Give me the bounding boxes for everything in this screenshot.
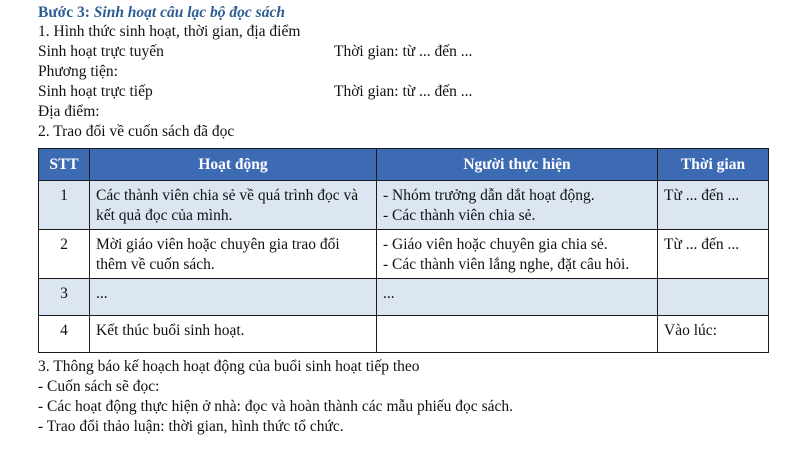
offline-label: Sinh hoạt trực tiếp xyxy=(38,83,153,100)
table-row xyxy=(39,279,769,316)
online-label: Sinh hoạt trực tuyến xyxy=(38,43,164,60)
section2-heading: 2. Trao đổi về cuốn sách đã đọc xyxy=(38,123,235,140)
online-time: Thời gian: từ ... đến ... xyxy=(334,43,473,60)
table-header-row xyxy=(39,149,769,181)
performer-line: ... xyxy=(383,285,395,302)
performer-line: - Các thành viên lắng nghe, đặt câu hỏi. xyxy=(383,256,630,273)
cell-performer xyxy=(377,181,658,230)
step-title: Sinh hoạt câu lạc bộ đọc sách xyxy=(93,4,285,21)
cell-stt: 1 xyxy=(39,181,90,230)
cell-performer xyxy=(377,316,658,353)
list-item: - Cuốn sách sẽ đọc: xyxy=(38,378,160,395)
cell-stt: 3 xyxy=(39,279,90,316)
list-item: - Trao đổi thảo luận: thời gian, hình thức tổ chức. xyxy=(38,418,344,435)
cell-performer xyxy=(377,230,658,279)
section1-heading: 1. Hình thức sinh hoạt, thời gian, địa điểm xyxy=(38,23,301,40)
cell-activity: Kết thúc buổi sinh hoạt. xyxy=(90,316,377,353)
activity-table xyxy=(38,148,769,353)
header-stt: STT xyxy=(39,149,90,181)
cell-time: Vào lúc: xyxy=(658,316,769,353)
cell-stt: 2 xyxy=(39,230,90,279)
cell-activity: Các thành viên chia sẻ về quá trình đọc và kết quả đọc của mình. xyxy=(90,181,377,230)
cell-performer xyxy=(377,279,658,316)
cell-activity: ... xyxy=(90,279,377,316)
place-label: Địa điểm: xyxy=(38,103,100,120)
step-heading xyxy=(38,4,768,22)
means-label: Phương tiện: xyxy=(38,63,118,80)
offline-row xyxy=(38,82,768,102)
performer-line: - Giáo viên hoặc chuyên gia chia sẻ. xyxy=(383,236,608,253)
step-label: Bước 3: xyxy=(38,4,90,21)
performer-line: - Nhóm trưởng dẫn dắt hoạt động. xyxy=(383,187,595,204)
list-item: - Các hoạt động thực hiện ở nhà: đọc và hoàn thành các mẫu phiếu đọc sách. xyxy=(38,398,513,415)
online-row xyxy=(38,42,768,62)
cell-time: Từ ... đến ... xyxy=(658,230,769,279)
header-performer: Người thực hiện xyxy=(377,149,658,181)
section3-heading: 3. Thông báo kế hoạch hoạt động của buổi sinh hoạt tiếp theo xyxy=(38,358,420,375)
cell-time: Từ ... đến ... xyxy=(658,181,769,230)
header-time: Thời gian xyxy=(658,149,769,181)
document-page xyxy=(38,4,768,437)
table-row xyxy=(39,181,769,230)
cell-stt: 4 xyxy=(39,316,90,353)
table-row xyxy=(39,316,769,353)
cell-activity: Mời giáo viên hoặc chuyên gia trao đổi thêm về cuốn sách. xyxy=(90,230,377,279)
header-activity: Hoạt động xyxy=(90,149,377,181)
offline-time: Thời gian: từ ... đến ... xyxy=(334,83,473,100)
cell-time xyxy=(658,279,769,316)
table-row xyxy=(39,230,769,279)
performer-line: - Các thành viên chia sẻ. xyxy=(383,207,536,224)
